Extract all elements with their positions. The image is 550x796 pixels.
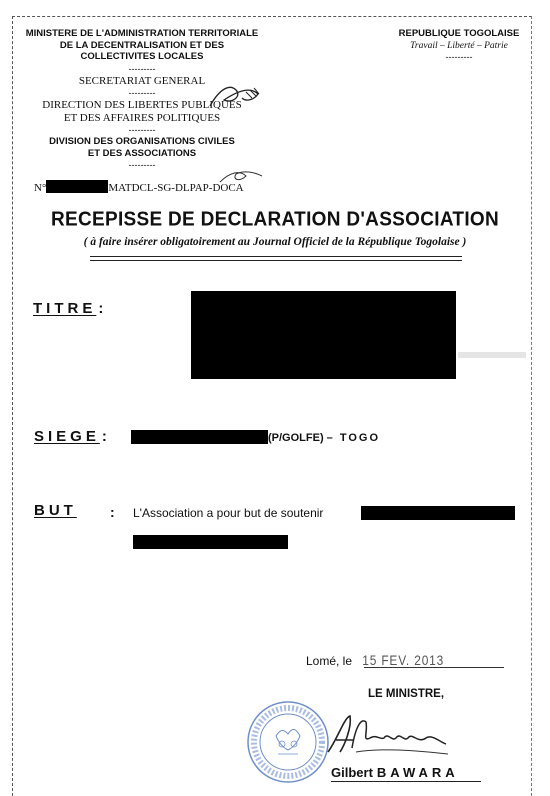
redaction-bar [46,180,108,193]
separator: --------- [128,160,156,170]
republic-block [384,28,534,62]
signature-date: Lomé, le 15 FEV. 2013 [306,652,445,668]
republic-name: REPUBLIQUE TOGOLAISE [398,28,520,39]
official-seal-icon [246,700,330,784]
but-redaction-line2 [133,535,288,549]
direction-name: DIRECTION DES LIBERTES PUBLIQUES ET DES AFFAIRES POLITIQUES [42,99,242,124]
separator: --------- [128,125,156,135]
reference-number: N° MATDCL-SG-DLPAP-DOCA [34,182,244,194]
separator: --------- [128,88,156,98]
division-name: DIVISION DES ORGANISATIONS CIVILES ET DES ASSOCIATIONS [49,136,235,159]
ministry-name: MINISTERE DE L'ADMINISTRATION TERRITORIALE DE LA DECENTRALISATION ET DES COLLECTIVITES LOCALES [25,28,259,62]
document-title: RECEPISSE DE DECLARATION D'ASSOCIATION [50,208,500,231]
minister-name: Gilbert BAWARA [331,765,459,780]
handwritten-initials [206,78,266,114]
but-colon: : [110,504,115,520]
title-divider [90,260,462,261]
national-motto: Travail – Liberté – Patrie [410,41,508,51]
title-divider [90,256,462,257]
but-redaction [361,506,515,520]
name-underline [331,781,481,782]
titre-label: TITRE : [33,300,104,317]
separator: --------- [445,52,473,62]
siege-location: (P/GOLFE) – TOGO [268,432,381,444]
document-subtitle: ( à faire insérer obligatoirement au Journal Officiel de la République Togolaise ) [83,236,467,248]
secretariat-name: SECRETARIAT GENERAL [78,74,206,87]
but-label: BUT [34,502,77,519]
but-text: L'Association a pour but de soutenir [133,506,324,520]
siege-label: SIEGE : [34,428,107,445]
date-underline [364,667,504,668]
titre-redaction [191,291,456,379]
date-stamp: 15 FEV. 2013 [362,652,445,668]
minister-title: LE MINISTRE, [368,688,445,700]
separator: --------- [128,63,156,74]
siege-redaction [131,430,268,444]
scan-artifact [458,346,526,364]
minister-signature [322,708,452,760]
